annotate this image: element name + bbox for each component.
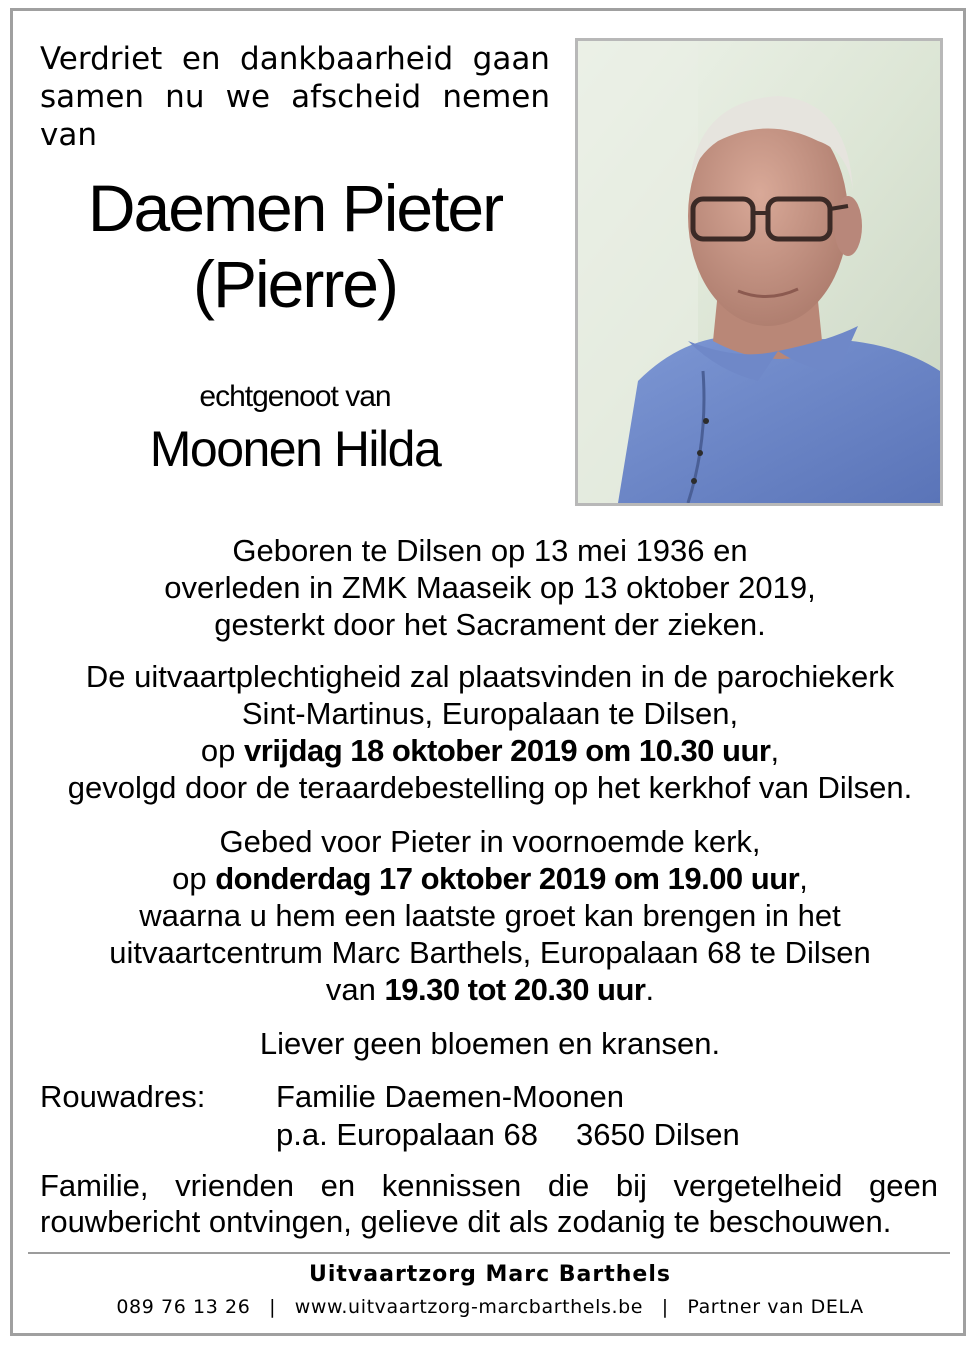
footer-partner: Partner van DELA bbox=[687, 1296, 864, 1318]
funeral-home-name: Uitvaartzorg Marc Barthels bbox=[309, 1262, 671, 1287]
address-family: Familie Daemen-Moonen bbox=[276, 1079, 625, 1114]
intro-line-2: samen nu we afscheid nemen van bbox=[40, 79, 550, 153]
prayer-date-line bbox=[30, 860, 950, 897]
notice-line-2: rouwbericht ontvingen, gelieve dit als zodanig te beschouwen. bbox=[40, 1204, 892, 1239]
footer-contact bbox=[0, 1296, 980, 1318]
funeral-paragraph bbox=[30, 658, 950, 806]
deceased-name bbox=[40, 170, 550, 322]
notice-word: vrienden bbox=[175, 1168, 295, 1203]
text-line: waarna u hem een laatste groet kan brengen in het bbox=[139, 898, 841, 933]
intro-text bbox=[40, 40, 550, 154]
prayer-paragraph bbox=[30, 823, 950, 1008]
text-line: Geboren te Dilsen op 13 mei 1936 en bbox=[232, 533, 748, 568]
text-fragment: , bbox=[770, 733, 780, 768]
funeral-date-line bbox=[30, 732, 950, 769]
notice-word: kennissen bbox=[381, 1168, 522, 1203]
text-line: Gebed voor Pieter in voornoemde kerk, bbox=[219, 824, 761, 859]
prayer-date: donderdag 17 oktober 2019 om 19.00 uur bbox=[215, 861, 800, 896]
footer-separator: | bbox=[269, 1296, 277, 1318]
footer-website[interactable]: www.uitvaartzorg-marcbarthels.be bbox=[294, 1296, 644, 1318]
notice-word: die bbox=[547, 1168, 590, 1203]
intro-line-1 bbox=[40, 40, 550, 78]
notice-word: bij bbox=[615, 1168, 647, 1203]
funeral-date: vrijdag 18 oktober 2019 om 10.30 uur bbox=[244, 733, 771, 768]
notice-word: Familie, bbox=[40, 1168, 149, 1203]
notice-line-1 bbox=[40, 1168, 938, 1204]
flowers-note: Liever geen bloemen en kransen. bbox=[259, 1026, 721, 1061]
birth-death-paragraph bbox=[30, 532, 950, 643]
footer-phone: 089 76 13 26 bbox=[116, 1296, 251, 1318]
notice-paragraph bbox=[40, 1168, 938, 1240]
intro-word: Verdriet bbox=[40, 41, 163, 77]
text-fragment: . bbox=[645, 972, 655, 1007]
address-label: Rouwadres: bbox=[40, 1079, 206, 1114]
text-line: uitvaartcentrum Marc Barthels, Europalaan 68 te Dilsen bbox=[109, 935, 871, 970]
text-fragment: van bbox=[325, 972, 385, 1007]
text-line: gesterkt door het Sacrament der zieken. bbox=[214, 607, 766, 642]
deceased-nickname: (Pierre) bbox=[192, 247, 397, 321]
notice-word: en bbox=[320, 1168, 356, 1203]
deceased-full-name: Daemen Pieter bbox=[87, 171, 503, 245]
notice-word: vergetelheid bbox=[673, 1168, 843, 1203]
text-line: De uitvaartplechtigheid zal plaatsvinden in de parochiekerk bbox=[85, 659, 895, 694]
spouse-relation: echtgenoot van bbox=[199, 380, 391, 413]
intro-word: en bbox=[181, 41, 221, 77]
intro-word: dankbaarheid bbox=[240, 41, 454, 77]
footer-separator: | bbox=[661, 1296, 669, 1318]
address-city: 3650 Dilsen bbox=[576, 1117, 740, 1152]
portrait-photo bbox=[575, 38, 943, 506]
text-fragment: op bbox=[172, 861, 216, 896]
portrait-illustration bbox=[578, 41, 940, 503]
address-street: p.a. Europalaan 68 bbox=[276, 1117, 538, 1152]
visiting-hours: 19.30 tot 20.30 uur bbox=[384, 972, 646, 1007]
text-line: overleden in ZMK Maaseik op 13 oktober 2019, bbox=[164, 570, 816, 605]
text-line: gevolgd door de teraardebestelling op het kerkhof van Dilsen. bbox=[67, 770, 913, 805]
text-line: Sint-Martinus, Europalaan te Dilsen, bbox=[241, 696, 739, 731]
text-fragment: op bbox=[200, 733, 245, 768]
spouse-name: Moonen Hilda bbox=[149, 421, 441, 477]
notice-word: geen bbox=[868, 1168, 938, 1203]
intro-word: gaan bbox=[472, 41, 550, 77]
text-fragment: , bbox=[799, 861, 808, 896]
visiting-hours-line bbox=[30, 971, 950, 1008]
footer-divider bbox=[28, 1252, 950, 1254]
